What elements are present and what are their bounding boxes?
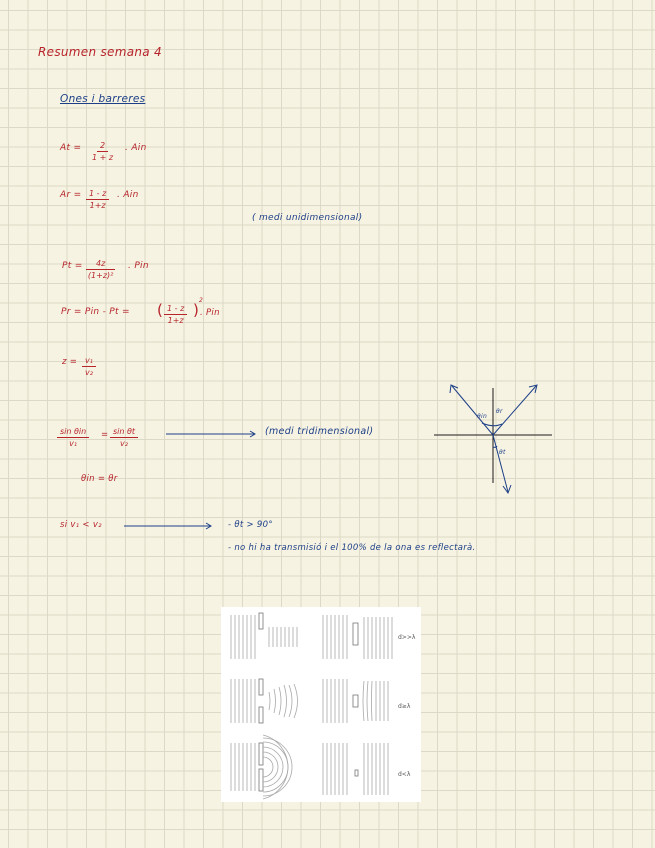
eq-pt-frac bbox=[86, 259, 115, 280]
refraction-diagram-lines bbox=[430, 380, 560, 500]
eq-at-frac bbox=[92, 141, 113, 162]
eq-theta: θin = θr bbox=[81, 474, 118, 484]
diffraction-figure-drawing bbox=[221, 607, 421, 802]
eq-snell-den2: v₂ bbox=[120, 439, 128, 448]
eq-ar-lhs: Ar = bbox=[60, 190, 82, 200]
eq-ar-num: 1 - z bbox=[86, 189, 109, 200]
diffraction-figure bbox=[221, 607, 421, 802]
eq-snell-equals: = bbox=[101, 430, 109, 440]
eq-pt-num: 4z bbox=[86, 259, 115, 270]
row3-left-waves bbox=[231, 735, 292, 799]
eq-pr-num: 1 - z bbox=[164, 304, 187, 315]
figure-label-large-gap: d>>λ bbox=[398, 634, 416, 641]
refraction-diagram bbox=[430, 380, 560, 500]
row2-left-waves bbox=[231, 679, 298, 723]
bullet-reflection: - no hi ha transmisió i el 100% de la ona es reflectarà. bbox=[228, 543, 476, 553]
eq-pr-paren-open: ( bbox=[157, 301, 164, 319]
condition: si v₁ < v₂ bbox=[60, 520, 102, 530]
theta-r-label: θr bbox=[496, 408, 503, 415]
theta-in-label: θin bbox=[477, 413, 488, 420]
theta-t-label: θt bbox=[499, 449, 506, 456]
eq-snell-num2: sin θt bbox=[110, 427, 138, 438]
row1-left-waves bbox=[231, 613, 297, 659]
eq-pr-den: 1+z bbox=[167, 316, 184, 325]
page-title: Resumen semana 4 bbox=[38, 45, 162, 59]
eq-snell-den1: v₁ bbox=[69, 439, 78, 448]
eq-ar-frac bbox=[86, 189, 109, 210]
row1-right-waves bbox=[323, 615, 392, 659]
eq-z-den: v₂ bbox=[85, 368, 93, 377]
eq-pr-frac bbox=[164, 304, 187, 325]
eq-snell-num1: sin θin bbox=[57, 427, 89, 438]
eq-pr-tail: . Pin bbox=[200, 308, 220, 318]
figure-label-equal-gap: d≥λ bbox=[398, 703, 411, 710]
arrow-right-icon bbox=[124, 521, 216, 531]
eq-z-lhs: z = bbox=[62, 357, 78, 367]
eq-z-num: v₁ bbox=[82, 356, 96, 367]
eq-snell-right bbox=[110, 427, 138, 448]
note-unidimensional: ( medi unidimensional) bbox=[252, 213, 363, 223]
eq-z-frac bbox=[82, 356, 96, 377]
row3-right-waves bbox=[323, 743, 388, 795]
eq-at-lhs: At = bbox=[60, 143, 82, 153]
eq-ar-tail: . Ain bbox=[117, 190, 139, 200]
eq-pt-tail: . Pin bbox=[128, 261, 149, 271]
figure-label-small-gap: d<λ bbox=[398, 771, 411, 778]
eq-at-den: 1 + z bbox=[92, 153, 114, 162]
eq-pt-lhs: Pt = bbox=[62, 261, 83, 271]
section-title: Ones i barreres bbox=[60, 93, 146, 105]
eq-at-tail: . Ain bbox=[125, 143, 147, 153]
eq-pt-den: (1+z)² bbox=[87, 271, 114, 280]
bullet-angle: - θt > 90° bbox=[228, 520, 273, 530]
eq-snell-left bbox=[57, 427, 89, 448]
row2-right-waves bbox=[323, 679, 388, 723]
arrow-right-icon bbox=[166, 429, 260, 439]
eq-pr-exp: 2 bbox=[199, 297, 204, 304]
note-tridimensional: (medi tridimensional) bbox=[265, 426, 374, 437]
eq-pr-lhs: Pr = Pin - Pt = bbox=[61, 307, 130, 317]
eq-at-num: 2 bbox=[97, 141, 108, 152]
eq-pr-paren-close: ) bbox=[193, 301, 200, 319]
eq-ar-den: 1+z bbox=[89, 201, 106, 210]
